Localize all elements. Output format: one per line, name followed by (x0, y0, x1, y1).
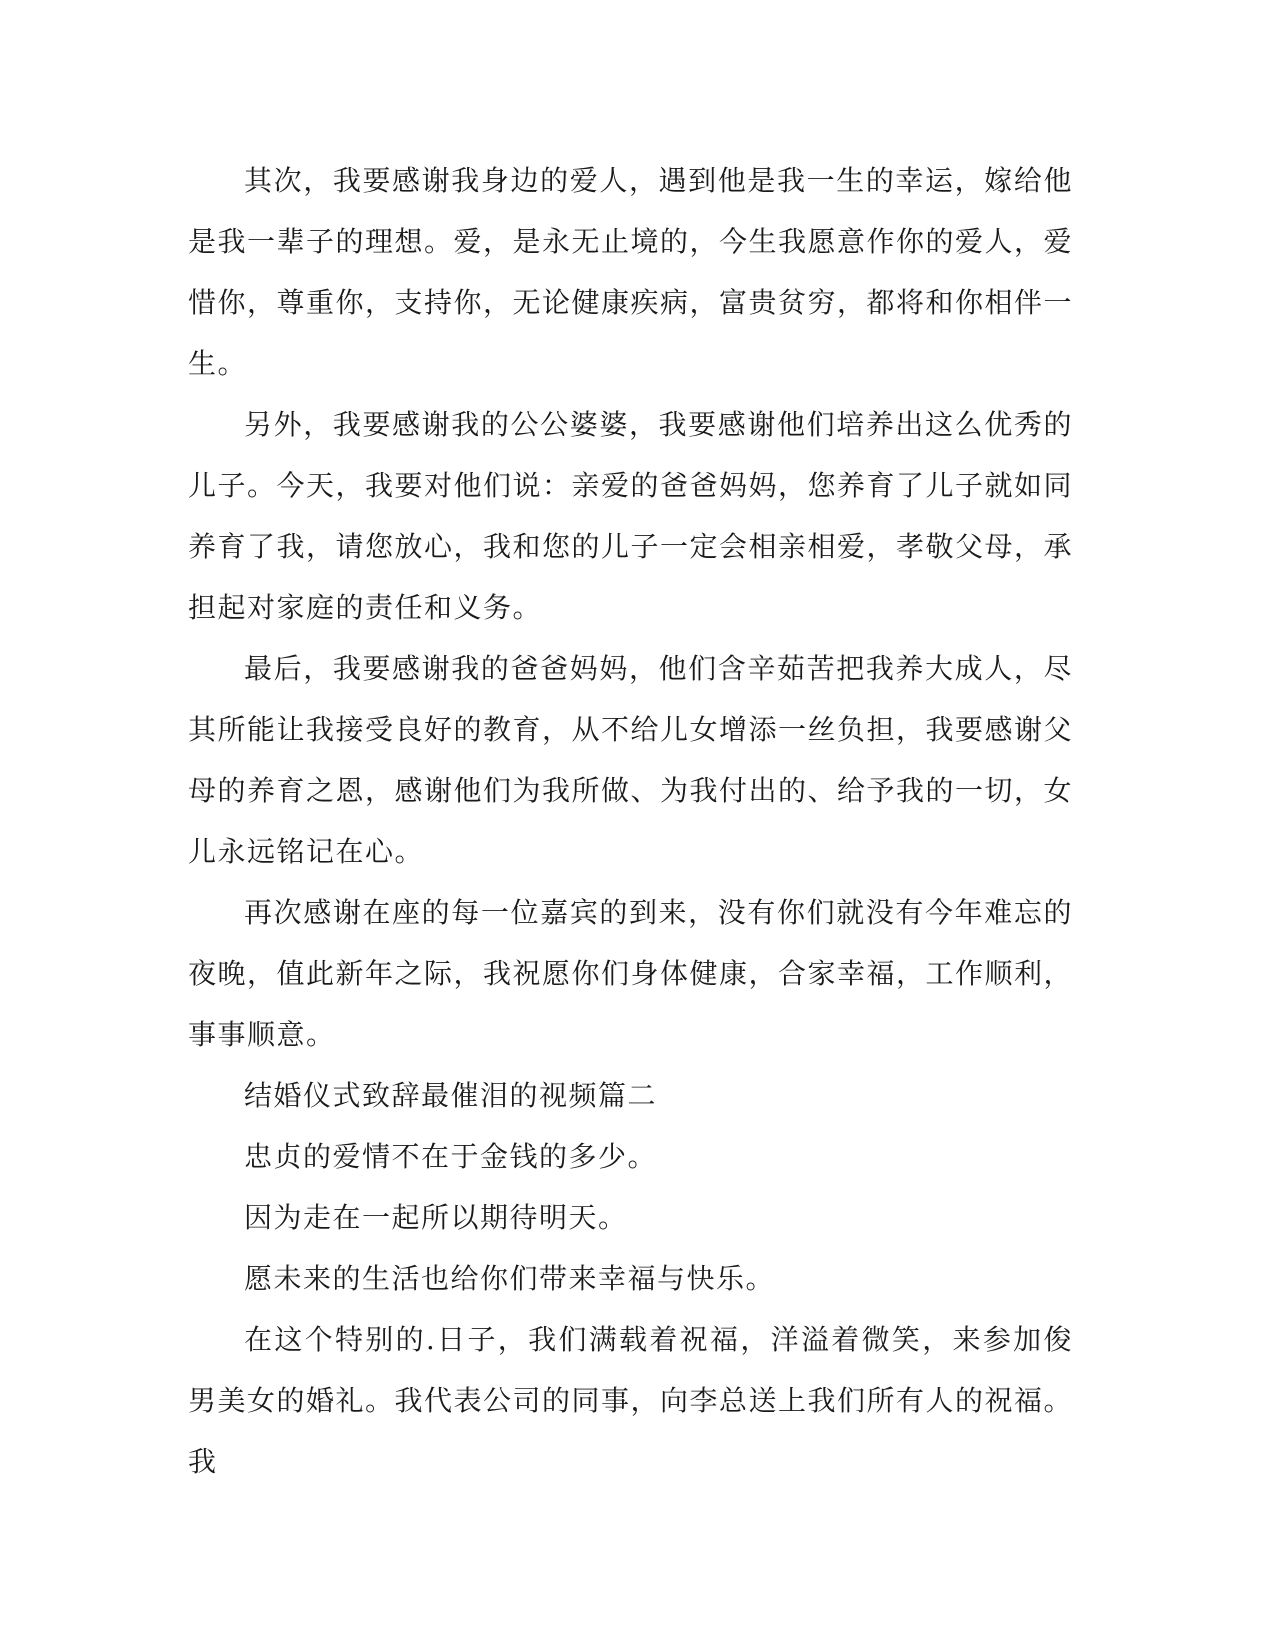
document-body (188, 150, 1073, 1492)
short-line-3: 愿未来的生活也给你们带来幸福与快乐。 (244, 1262, 776, 1295)
paragraph-gratitude-in-laws: 另外，我要感谢我的公公婆婆，我要感谢他们培养出这么优秀的儿子。今天，我要对他们说：亲爱的爸爸妈妈，您养育了儿子就如同养育了我，请您放心，我和您的儿子一定会相亲相爱，孝敬父母，承担起对家庭的责任和义务。 (188, 408, 1074, 624)
section-heading: 结婚仪式致辞最催泪的视频篇二 (244, 1079, 658, 1112)
short-line-1: 忠贞的爱情不在于金钱的多少。 (244, 1140, 658, 1173)
paragraph-gratitude-spouse: 其次，我要感谢我身边的爱人，遇到他是我一生的幸运，嫁给他是我一辈子的理想。爱，是永无止境的，今生我愿意作你的爱人，爱惜你，尊重你，支持你，无论健康疾病，富贵贫穷，都将和你相伴一生。 (188, 164, 1074, 380)
paragraph-thanks-guests: 再次感谢在座的每一位嘉宾的到来，没有你们就没有今年难忘的夜晚，值此新年之际，我祝愿你们身体健康，合家幸福，工作顺利，事事顺意。 (188, 896, 1074, 1051)
short-line-2: 因为走在一起所以期待明天。 (244, 1201, 628, 1234)
paragraph-company-blessing: 在这个特别的.日子，我们满载着祝福，洋溢着微笑，来参加俊男美女的婚礼。我代表公司的同事，向李总送上我们所有人的祝福。我 (188, 1323, 1074, 1478)
paragraph-gratitude-parents: 最后，我要感谢我的爸爸妈妈，他们含辛茹苦把我养大成人，尽其所能让我接受良好的教育，从不给儿女增添一丝负担，我要感谢父母的养育之恩，感谢他们为我所做、为我付出的、给予我的一切，女儿永远铭记在心。 (188, 652, 1074, 868)
